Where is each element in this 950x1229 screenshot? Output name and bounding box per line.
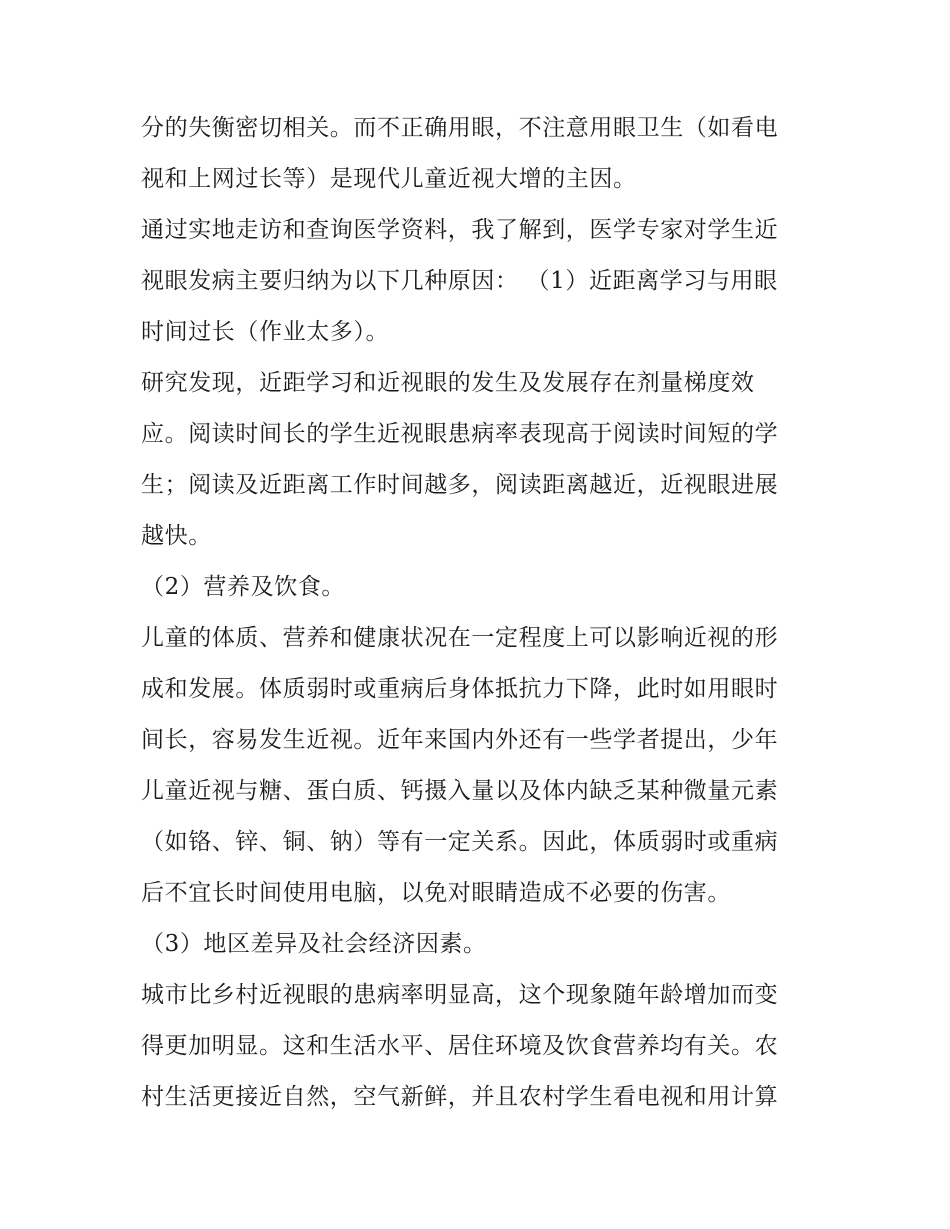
text-line: （2）营养及饮食。 <box>141 574 346 600</box>
text-line: 间长，容易发生近视。近年来国内外还有一些学者提出，少年 <box>141 727 779 753</box>
text-line: 研究发现，近距学习和近视眼的发生及发展存在剂量梯度效 <box>141 370 755 396</box>
text-line: 村生活更接近自然，空气新鲜，并且农村学生看电视和用计算 <box>141 1084 779 1110</box>
text-line: 后不宜长时间使用电脑，以免对眼睛造成不必要的伤害。 <box>141 880 731 906</box>
text-line: 越快。 <box>141 523 212 549</box>
paragraph-nutrition <box>141 613 813 919</box>
text-line: 儿童近视与糖、蛋白质、钙摄入量以及体内缺乏某种微量元素 <box>141 778 779 804</box>
paragraph-eye-hygiene <box>141 103 813 205</box>
text-line: 分的失衡密切相关。而不正确用眼，不注意用眼卫生（如看电 <box>141 115 779 141</box>
text-line: 儿童的体质、营养和健康状况在一定程度上可以影响近视的形 <box>141 625 779 651</box>
heading-regional-differences <box>141 919 813 970</box>
text-line: 视眼发病主要归纳为以下几种原因： （1）近距离学习与用眼 <box>141 268 778 294</box>
text-line: 生；阅读及近距离工作时间越多，阅读距离越近，近视眼进展 <box>141 472 779 498</box>
text-line: 城市比乡村近视眼的患病率明显高，这个现象随年龄增加而变 <box>141 982 779 1008</box>
paragraph-research-findings <box>141 358 813 562</box>
document-body <box>141 103 813 1123</box>
text-line: （3）地区差异及社会经济因素。 <box>141 931 487 957</box>
text-line: 视和上网过长等）是现代儿童近视大增的主因。 <box>141 166 637 192</box>
text-line: 应。阅读时间长的学生近视眼患病率表现高于阅读时间短的学 <box>141 421 779 447</box>
paragraph-causes-intro <box>141 205 813 358</box>
text-line: 成和发展。体质弱时或重病后身体抵抗力下降，此时如用眼时 <box>141 676 779 702</box>
heading-nutrition-diet <box>141 562 813 613</box>
text-line: （如铬、锌、铜、钠）等有一定关系。因此，体质弱时或重病 <box>141 829 779 855</box>
text-line: 时间过长（作业太多）。 <box>141 319 390 345</box>
paragraph-urban-rural <box>141 970 813 1123</box>
text-line: 得更加明显。这和生活水平、居住环境及饮食营养均有关。农 <box>141 1033 779 1059</box>
text-line: 通过实地走访和查询医学资料，我了解到，医学专家对学生近 <box>141 217 779 243</box>
